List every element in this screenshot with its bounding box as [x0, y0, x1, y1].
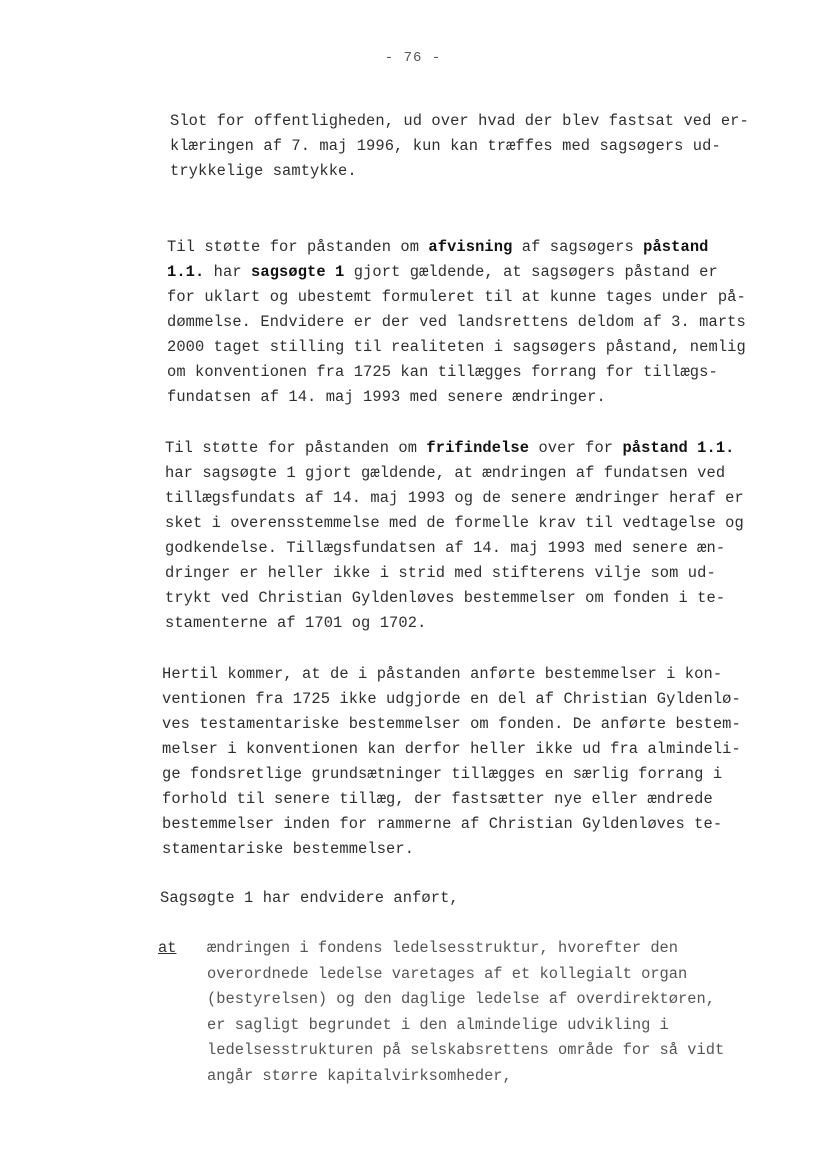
paragraph-intro-list	[160, 886, 790, 911]
paragraph-hertil	[162, 662, 792, 862]
bold-term: 1.1.	[167, 263, 205, 281]
text-line: for uklart og ubestemt formuleret til at kunne tages under på-	[167, 288, 746, 306]
text-segment: af sagsøgers	[512, 238, 644, 256]
text-line: stamentariske bestemmelser.	[162, 840, 415, 858]
text-segment: Til støtte for påstanden om	[165, 439, 427, 457]
text-line: har sagsøgte 1 gjort gældende, at ændringen af fundatsen ved	[165, 464, 726, 482]
text-segment: har	[204, 263, 252, 281]
text-line: om konventionen fra 1725 kan tillægges forrang for tillægs-	[167, 363, 718, 381]
text-line: trykkelige samtykke.	[170, 162, 357, 180]
bold-term: påstand	[643, 238, 709, 256]
text-line: (bestyrelsen) og den daglige ledelse af overdirektøren,	[207, 990, 715, 1008]
list-item-text	[207, 936, 807, 1089]
text-line: 2000 taget stilling til realiteten i sagsøgers påstand, nemlig	[167, 338, 746, 356]
text-line: dringer er heller ikke i strid med stifterens vilje som ud-	[165, 564, 716, 582]
paragraph-frifindelse	[165, 436, 795, 636]
bold-term: sagsøgte 1	[251, 263, 345, 281]
bold-term: påstand 1.1.	[622, 439, 735, 457]
text-line: bestemmelser inden for rammerne af Christian Gyldenløves te-	[162, 815, 723, 833]
text-line: Slot for offentligheden, ud over hvad der blev fastsat ved er-	[170, 112, 749, 130]
text-line: ændringen i fondens ledelsesstruktur, hvorefter den	[207, 939, 679, 957]
text-line: dømmelse. Endvidere er der ved landsrettens deldom af 3. marts	[167, 313, 746, 331]
text-line: tillægsfundats af 14. maj 1993 og de senere ændringer heraf er	[165, 489, 744, 507]
paragraph-afvisning	[167, 235, 797, 410]
text-line: melser i konventionen kan derfor heller ikke ud fra almindeli-	[162, 740, 741, 758]
text-line: klæringen af 7. maj 1996, kun kan træffes med sagsøgers ud-	[170, 137, 721, 155]
text-line: fundatsen af 14. maj 1993 med senere ændringer.	[167, 388, 606, 406]
page-number: - 76 -	[384, 50, 442, 66]
text-segment: Til støtte for påstanden om	[167, 238, 429, 256]
text-line: Sagsøgte 1 har endvidere anført,	[160, 889, 459, 907]
text-line: sket i overensstemmelse med de formelle krav til vedtagelse og	[165, 514, 744, 532]
text-line: godkendelse. Tillægsfundatsen af 14. maj 1993 med senere æn-	[165, 539, 726, 557]
paragraph-1	[170, 109, 800, 184]
text-line: ge fondsretlige grundsætninger tillægges en særlig forrang i	[162, 765, 723, 783]
text-line: ventionen fra 1725 ikke udgjorde en del af Christian Gyldenlø-	[162, 690, 741, 708]
text-line: forhold til senere tillæg, der fastsætter nye eller ændrede	[162, 790, 713, 808]
text-line: overordnede ledelse varetages af et kollegialt organ	[207, 964, 688, 983]
text-line: er sagligt begrundet i den almindelige udvikling i	[207, 1015, 669, 1034]
text-segment: gjort gældende, at sagsøgers påstand er	[344, 263, 718, 281]
text-segment: over for	[529, 439, 623, 457]
text-line: Hertil kommer, at de i påstanden anførte bestemmelser i kon-	[162, 665, 723, 683]
text-line: stamenterne af 1701 og 1702.	[165, 614, 427, 632]
text-line: angår større kapitalvirksomheder,	[207, 1066, 512, 1085]
text-line: ledelsesstrukturen på selskabsrettens område for så vidt	[207, 1041, 725, 1059]
text-line: ves testamentariske bestemmelser om fonden. De anførte bestem-	[162, 715, 741, 733]
list-marker-at: at	[158, 939, 177, 957]
bold-term: afvisning	[428, 238, 513, 256]
bold-term: frifindelse	[426, 439, 530, 457]
text-line: trykt ved Christian Gyldenløves bestemmelser om fonden i te-	[165, 589, 726, 607]
